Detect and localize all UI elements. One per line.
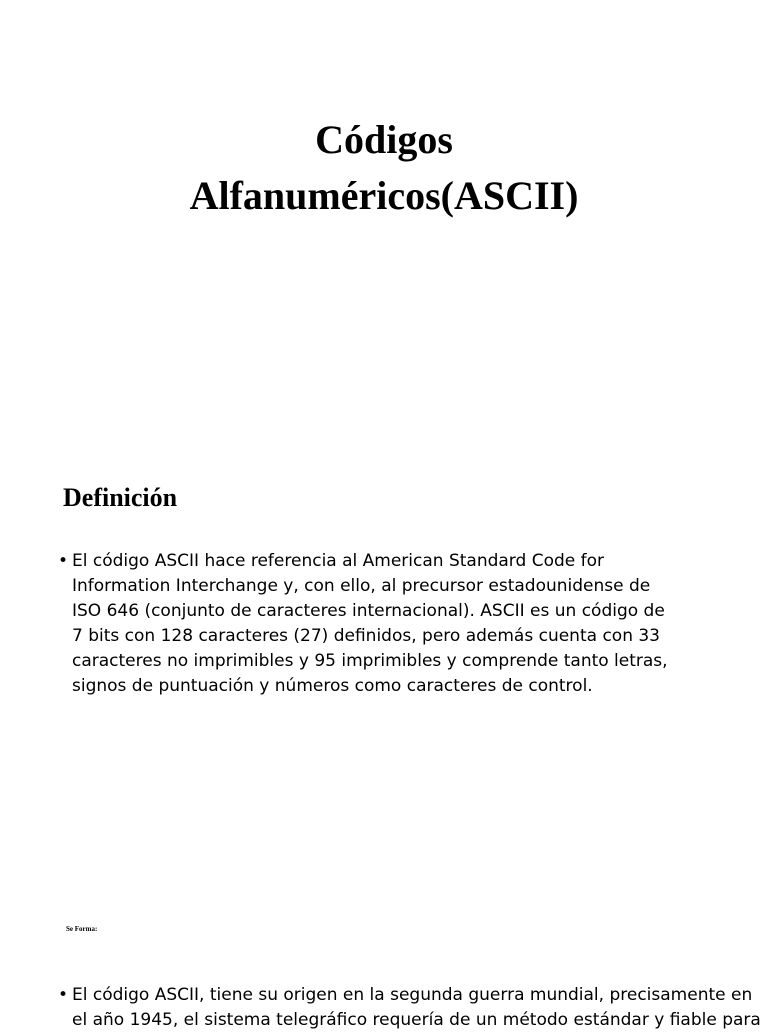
slide-title: [0, 112, 768, 224]
bullet-marker: •: [58, 551, 69, 571]
origin-text-line-1: El código ASCII, tiene su origen en la segunda guerra mundial, precisamente en: [72, 985, 753, 1005]
slide-title-line-1: Códigos: [315, 117, 453, 162]
definition-text-line-6: signos de puntuación y números como caracteres de control.: [72, 676, 593, 696]
definition-bullet-item: [58, 549, 718, 699]
origin-text-line-2: el año 1945, el sistema telegráfico requería de un método estándar y fiable para: [72, 1010, 761, 1030]
definition-text-line-4: 7 bits con 128 caracteres (27) definidos, pero además cuenta con 33: [72, 626, 661, 646]
definition-bullet-list: [58, 549, 718, 699]
definition-text-line-5: caracteres no imprimibles y 95 imprimibles y comprende tanto letras,: [72, 651, 668, 671]
se-forma-label: Se Forma:: [66, 925, 98, 933]
definition-text-line-3: ISO 646 (conjunto de caracteres internacional). ASCII es un código de: [72, 601, 665, 621]
definition-text-line-1: El código ASCII hace referencia al American Standard Code for: [72, 551, 604, 571]
origin-bullet-list: [58, 983, 761, 1033]
origin-bullet-item: [58, 983, 761, 1033]
definition-heading: Definición: [63, 483, 178, 512]
slide-title-line-2: Alfanuméricos(ASCII): [189, 173, 579, 218]
definition-text-line-2: Information Interchange y, con ello, al precursor estadounidense de: [72, 576, 651, 596]
bullet-marker: •: [58, 985, 69, 1005]
